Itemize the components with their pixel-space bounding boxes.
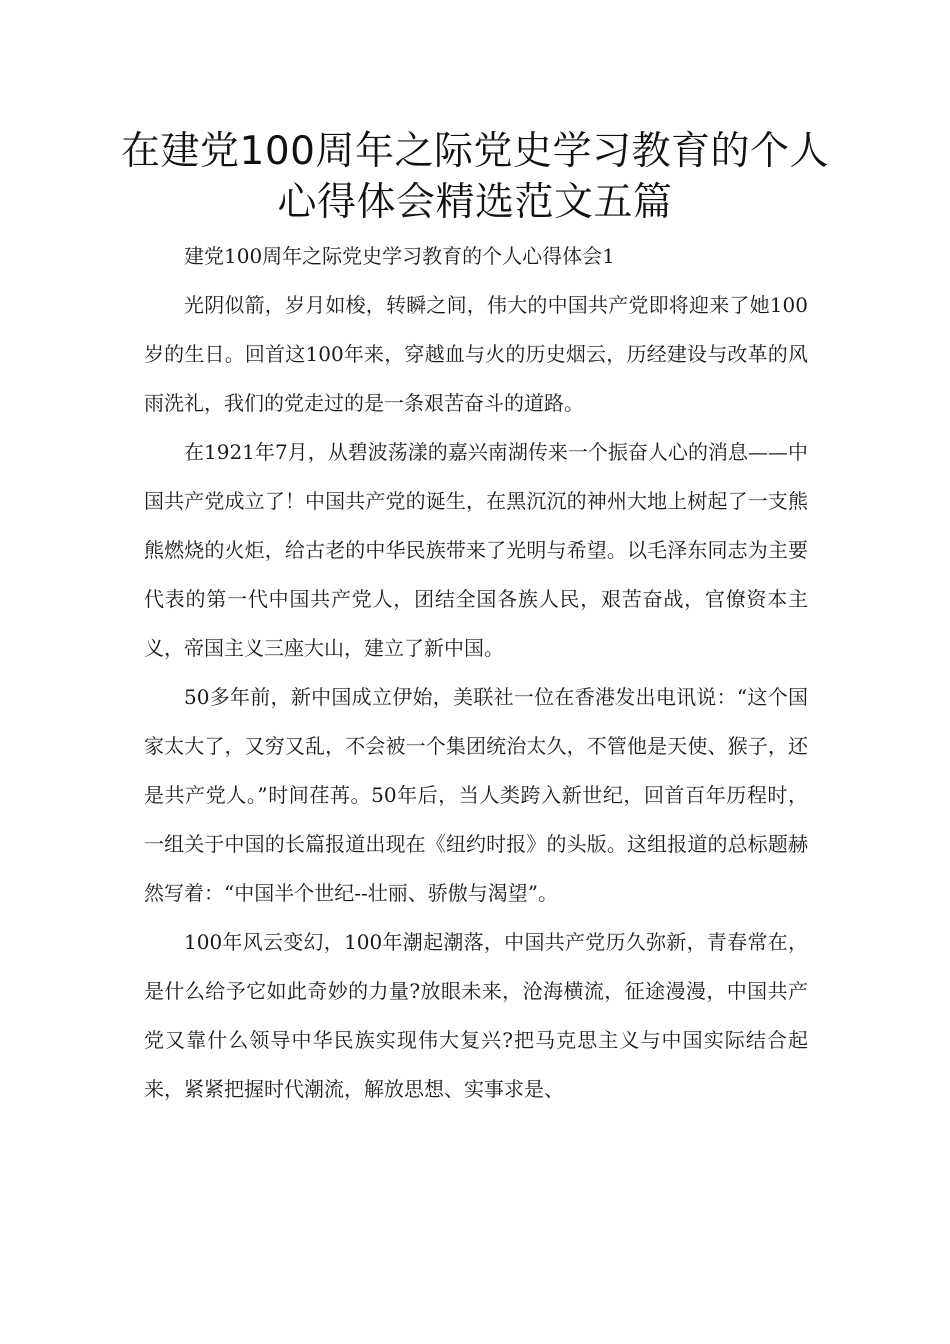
essay-subheading: 建党100周年之际党史学习教育的个人心得体会1 (184, 244, 615, 268)
body-paragraph: 在1921年7月，从碧波荡漾的嘉兴南湖传来一个振奋人心的消息——中国共产党成立了！中国共产党的诞生，在黑沉沉的神州大地上树起了一支熊熊燃烧的火炬，给古老的中华民族带来了光明与希望。以毛泽东同志为主要代表的第一代中国共产党人，团结全国各族人民，艰苦奋战，官僚资本主义，帝国主义三座大山，建立了新中国。 (144, 440, 808, 660)
body-paragraph: 50多年前，新中国成立伊始，美联社一位在香港发出电讯说：“这个国家太大了，又穷又乱，不会被一个集团统治太久，不管他是天使、猴子，还是共产党人。”时间荏苒。50年后，当人类跨入新世纪，回首百年历程时，一组关于中国的长篇报道出现在《纽约时报》的头版。这组报道的总标题赫然写着：“中国半个世纪--壮丽、骄傲与渴望”。 (144, 685, 808, 905)
document-body (144, 232, 808, 1114)
body-paragraph: 100年风云变幻，100年潮起潮落，中国共产党历久弥新，青春常在，是什么给予它如此奇妙的力量?放眼未来，沧海横流，征途漫漫，中国共产党又靠什么领导中华民族实现伟大复兴?把马克思主义与中国实际结合起来，紧紧把握时代潮流，解放思想、实事求是、 (144, 930, 808, 1101)
document-title: 在建党100周年之际党史学习教育的个人心得体会精选范文五篇 (121, 129, 829, 225)
body-paragraph: 光阴似箭，岁月如梭，转瞬之间，伟大的中国共产党即将迎来了她100岁的生日。回首这100年来，穿越血与火的历史烟云，历经建设与改革的风雨洗礼，我们的党走过的是一条艰苦奋斗的道路。 (144, 293, 808, 415)
